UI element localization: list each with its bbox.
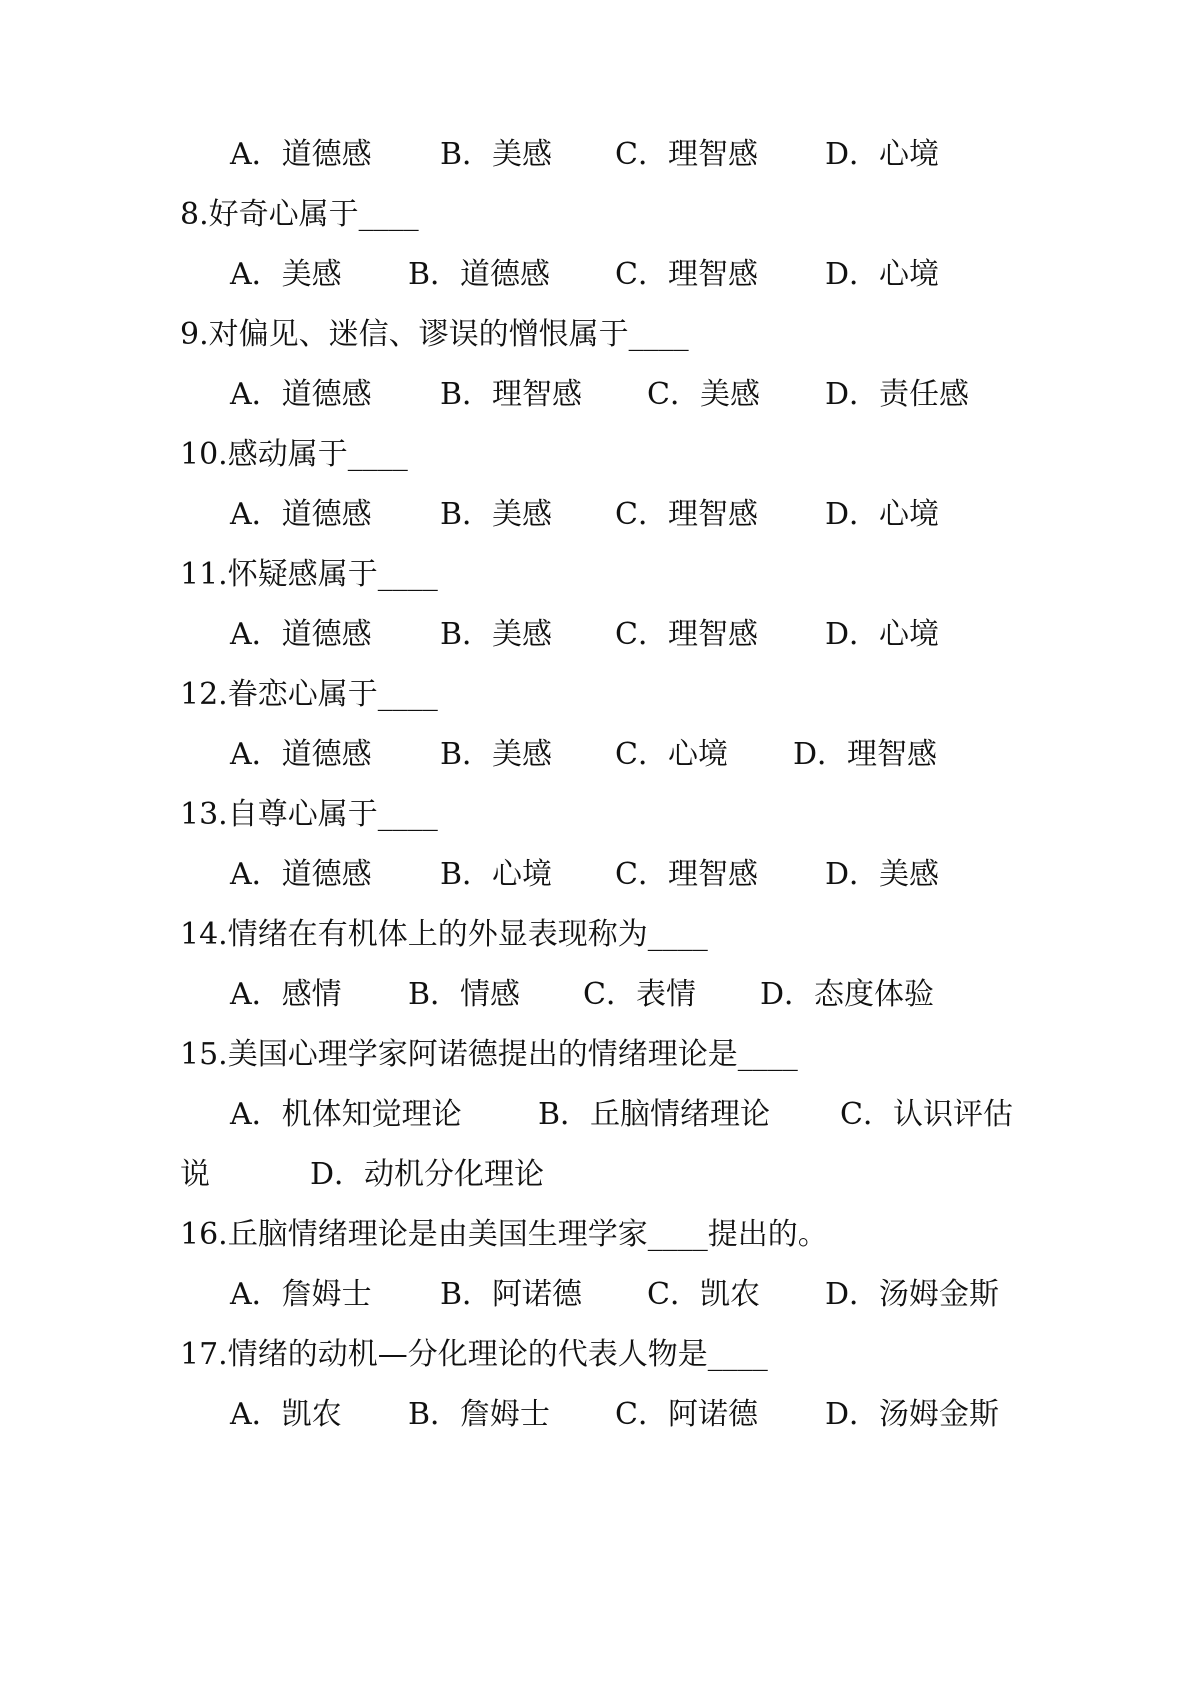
option-c: C．理智感: [615, 497, 758, 532]
option-b: B．美感: [440, 737, 553, 772]
option-b: B．道德感: [408, 257, 551, 292]
option-c: C．表情: [583, 977, 696, 1012]
options-row: [180, 1275, 1000, 1315]
question-15: 15.美国心理学家阿诺德提出的情绪理论是____: [180, 1037, 798, 1072]
option-a: A．机体知觉理论: [230, 1097, 462, 1132]
option-a: A．美感: [230, 257, 342, 292]
option-d: D．动机分化理论: [310, 1157, 545, 1192]
question-8: 8.好奇心属于____: [180, 197, 419, 232]
option-d: D．汤姆金斯: [825, 1397, 1000, 1432]
option-c: C．阿诺德: [615, 1397, 758, 1432]
options-row-continued: [180, 1155, 545, 1195]
question-17: 17.情绪的动机—分化理论的代表人物是____: [180, 1337, 768, 1372]
option-a: A．詹姆士: [230, 1277, 372, 1312]
options-row: [180, 375, 970, 415]
option-c: C．理智感: [615, 857, 758, 892]
option-a: A．凯农: [230, 1397, 342, 1432]
option-c: C．理智感: [615, 257, 758, 292]
option-a: A．道德感: [230, 737, 372, 772]
option-b: B．美感: [440, 617, 553, 652]
option-c: C．心境: [615, 737, 728, 772]
option-a: A．道德感: [230, 497, 372, 532]
option-b: B．阿诺德: [440, 1277, 583, 1312]
option-b: B．美感: [440, 497, 553, 532]
options-row: [180, 255, 940, 295]
option-b: B．情感: [408, 977, 521, 1012]
option-b: B．詹姆士: [408, 1397, 551, 1432]
options-row: [180, 1095, 1013, 1135]
option-d: D．汤姆金斯: [825, 1277, 1000, 1312]
option-d: D．心境: [825, 257, 940, 292]
options-row: [180, 855, 940, 895]
question-13: 13.自尊心属于____: [180, 797, 438, 832]
option-c: C．凯农: [647, 1277, 760, 1312]
question-10: 10.感动属于____: [180, 437, 408, 472]
options-row: [180, 495, 940, 535]
option-d: D．心境: [825, 617, 940, 652]
option-a: A．感情: [230, 977, 342, 1012]
option-d: D．美感: [825, 857, 940, 892]
options-row: [180, 615, 940, 655]
option-d: D．心境: [825, 497, 940, 532]
question-16: 16.丘脑情绪理论是由美国生理学家____提出的。: [180, 1217, 828, 1252]
option-c: C．认识评估: [840, 1097, 1013, 1132]
option-d: D．责任感: [825, 377, 970, 412]
option-c-continued: 说: [180, 1157, 210, 1192]
option-b: B．美感: [440, 137, 553, 172]
options-row: [180, 135, 940, 175]
question-12: 12.眷恋心属于____: [180, 677, 438, 712]
option-d: D．态度体验: [760, 977, 935, 1012]
option-a: A．道德感: [230, 857, 372, 892]
question-11: 11.怀疑感属于____: [180, 557, 438, 592]
option-d: D．心境: [825, 137, 940, 172]
option-b: B．心境: [440, 857, 553, 892]
option-d: D．理智感: [793, 737, 938, 772]
options-row: [180, 735, 938, 775]
option-a: A．道德感: [230, 377, 372, 412]
option-b: B．理智感: [440, 377, 583, 412]
option-b: B．丘脑情绪理论: [538, 1097, 771, 1132]
options-row: [180, 975, 935, 1015]
option-c: C．理智感: [615, 137, 758, 172]
option-a: A．道德感: [230, 617, 372, 652]
option-c: C．美感: [647, 377, 760, 412]
question-14: 14.情绪在有机体上的外显表现称为____: [180, 917, 708, 952]
option-a: A．道德感: [230, 137, 372, 172]
question-9: 9.对偏见、迷信、谬误的憎恨属于____: [180, 317, 689, 352]
options-row: [180, 1395, 1000, 1435]
option-c: C．理智感: [615, 617, 758, 652]
